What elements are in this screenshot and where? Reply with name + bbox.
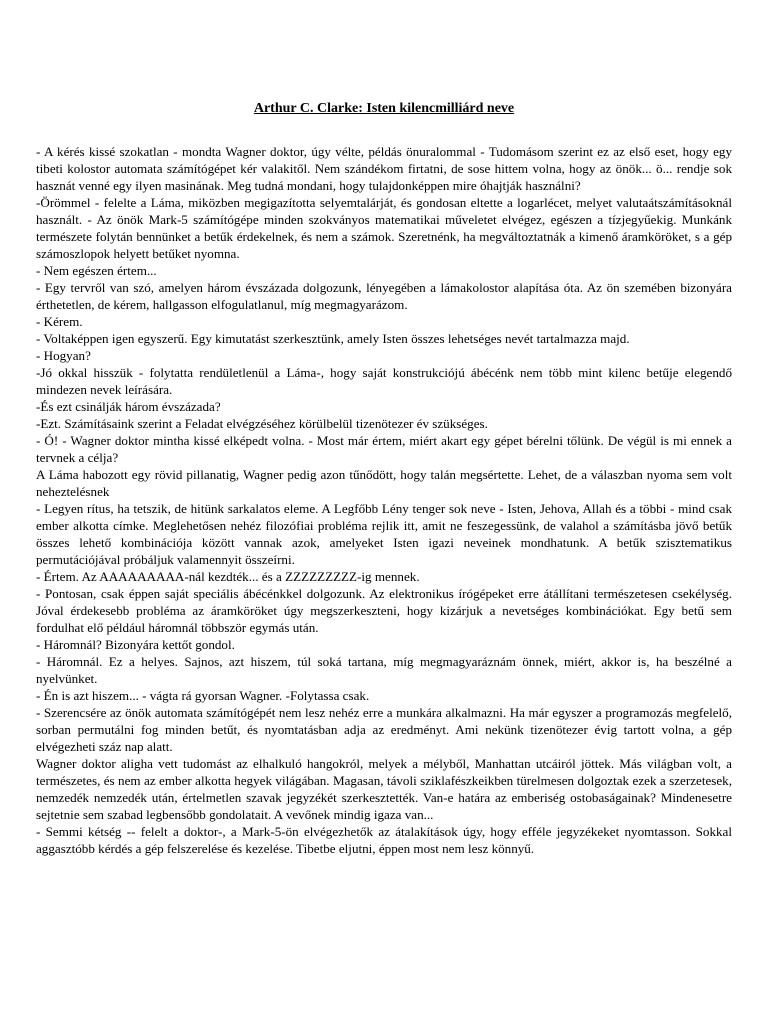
paragraph: - Semmi kétség -- felelt a doktor-, a Mark-5-ön elvégezhetők az átalakítások úgy, hogy efféle jegyzékeket nyomtasson. Sokkal aggasztóbb kérdés a gép felszerelése és kezelése. Tibetbe eljutni, éppen most nem lesz könnyű. — [36, 824, 732, 856]
paragraph: -Örömmel - felelte a Láma, miközben megigazította selyemtalárját, és gondosan eltette a logarlécet, melyet valutaátszámításoknál használt. - Az önök Mark-5 számítógépe minden szokványos matematikai műveletet elvégez, egészen a tízjegyűekig. Munkánk természete folytán bennünket a betűk érdekelnek, és nem a számok. Szeretnénk, ha megváltoztatnák a kimenő áramköröket, s a gép számoszlopok helyett betűket nyomna. — [36, 195, 732, 261]
document-body — [36, 143, 732, 857]
paragraph: Wagner doktor aligha vett tudomást az elhalkuló hangokról, melyek a mélyből, Manhattan utcáiról jöttek. Más világban volt, a természetes, és nem az ember alkotta hegyek világában. Magasan, távoli sziklafészkeikben türelmesen dolgoztak ezek a szerzetesek, nemzedék nemzedék után, értelmetlen szavak jegyzékét szerkesztették. Van-e határa az emberiség ostobaságainak? Mindenesetre sejtetnie sem szabad legbensőbb gondolatait. A vevőnek mindig igaza van... — [36, 756, 732, 822]
paragraph: - A kérés kissé szokatlan - mondta Wagner doktor, úgy vélte, példás önuralommal - Tudomásom szerint ez az első eset, hogy egy tibeti kolostor automata számítógépet kér valakitől. Nem szándékom firtatni, de sose hittem volna, hogy az önök... ö... rendje sok hasznát venné egy ilyen masinának. Meg tudná mondani, hogy tulajdonképpen mire óhajtják használni? — [36, 144, 732, 193]
paragraph: - Egy tervről van szó, amelyen három évszázada dolgozunk, lényegében a lámakolostor alapítása óta. Az ön szemében bizonyára érthetetlen, de kérem, hallgasson elfogulatlanul, míg megmagyarázom. — [36, 280, 732, 312]
paragraph: - Én is azt hiszem... - vágta rá gyorsan Wagner. -Folytassa csak. — [36, 688, 370, 703]
paragraph: - Nem egészen értem... — [36, 263, 157, 278]
paragraph: - Legyen rítus, ha tetszik, de hitünk sarkalatos eleme. A Legfőbb Lény tenger sok neve - Isten, Jehova, Allah és a többi - mind csak ember alkotta címke. Meglehetősen nehéz filozófiai probléma rejlik itt, amit ne feszegessünk, de valahol a számításba jövő betűk összes lehető kombinációja között vannak azok, amelyeket Isten igazi neveinek mondhatunk. A betűk szisztematikus permutációjával próbáljuk valamennyit összeírni. — [36, 501, 732, 567]
paragraph: A Láma habozott egy rövid pillanatig, Wagner pedig azon tűnődött, hogy talán megsértette. Lehet, de a válaszban nyoma sem volt neheztelésnek — [36, 467, 732, 499]
paragraph: - Ó! - Wagner doktor mintha kissé elképedt volna. - Most már értem, miért akart egy gépet bérelni tőlünk. De végül is mi ennek a tervnek a célja? — [36, 433, 732, 465]
paragraph: - Háromnál? Bizonyára kettőt gondol. — [36, 637, 235, 652]
paragraph: - Kérem. — [36, 314, 83, 329]
document-page — [36, 100, 732, 857]
paragraph: - Pontosan, csak éppen saját speciális ábécénkkel dolgozunk. Az elektronikus írógépeket erre átállítani természetesen csekélység. Jóval érdekesebb probléma az áramköröket úgy megszerkeszteni, hogy kizárjuk a nevetséges kombinációkat. Egy betű sem fordulhat elő például háromnál többször egymás után. — [36, 586, 732, 635]
paragraph: -És ezt csinálják három évszázada? — [36, 399, 221, 414]
paragraph: - Voltaképpen igen egyszerű. Egy kimutatást szerkesztünk, amely Isten összes lehetséges nevét tartalmazza majd. — [36, 331, 630, 346]
paragraph: -Jó okkal hisszük - folytatta rendületlenül a Láma-, hogy saját konstrukciójú ábécénk nem több mint kilenc betűje elegendő mindezen nevek leírására. — [36, 365, 732, 397]
paragraph: - Hogyan? — [36, 348, 91, 363]
paragraph: -Ezt. Számításaink szerint a Feladat elvégzéséhez körülbelül tizenötezer év szükséges. — [36, 416, 488, 431]
document-title: Arthur C. Clarke: Isten kilencmilliárd neve — [253, 101, 515, 116]
paragraph: - Háromnál. Ez a helyes. Sajnos, azt hiszem, túl soká tartana, míg megmagyaráznám önnek, miért, akkor is, ha beszélné a nyelvünket. — [36, 654, 732, 686]
paragraph: - Értem. Az AAAAAAAAA-nál kezdték... és a ZZZZZZZZZ-ig mennek. — [36, 569, 420, 584]
paragraph: - Szerencsére az önök automata számítógépét nem lesz nehéz erre a munkára alkalmazni. Ha már egyszer a programozás megfelelő, sorban permutálni fog minden betűt, és nyomtatásban adja az eredményt. Ami nekünk tizenötezer évig tartott volna, a gép elvégezheti száz nap alatt. — [36, 705, 732, 754]
